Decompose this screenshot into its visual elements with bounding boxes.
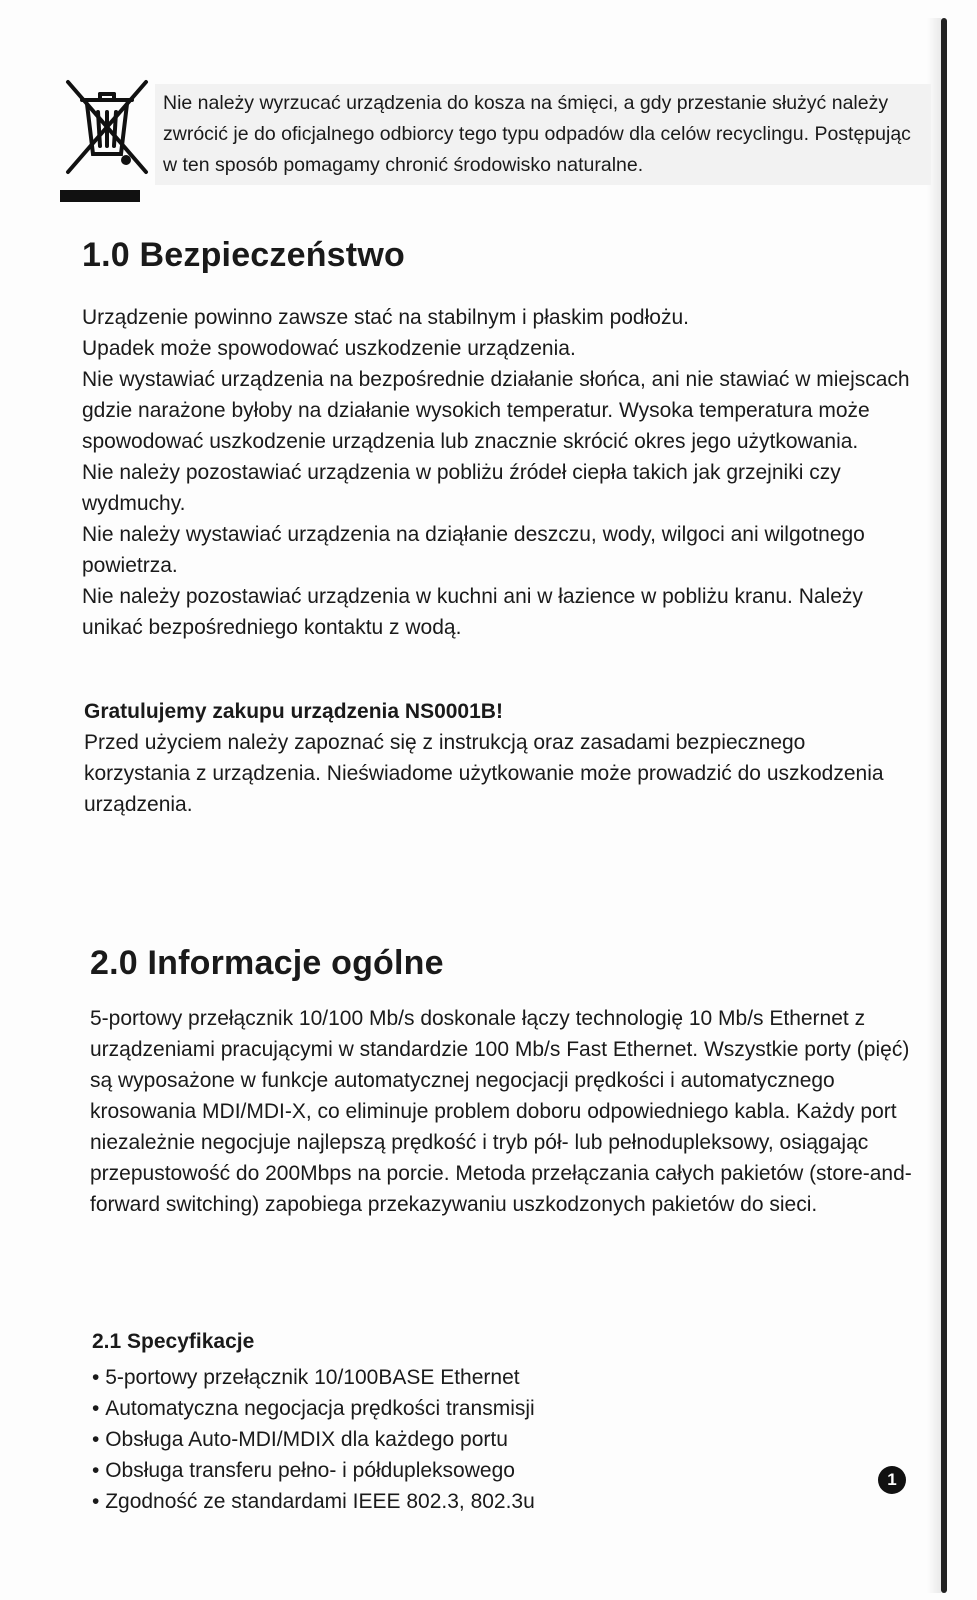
safety-line: Upadek może spowodować uszkodzenie urządzenia. [82,337,576,360]
general-info-text: 5-portowy przełącznik 10/100 Mb/s doskonale łączy technologię 10 Mb/s Ethernet z urządzeniami pracującymi w standardzie 100 Mb/s Fast Ethernet. Wszystkie porty (pięć) są wyposażone w funkcje automatycznej negocjacji prędkości i automatycznego krosowania MDI/MDI-X, co eliminuje problem doboru odpowiedniego kabla. Każdy port niezależnie negocjuje najlepszą prędkość i tryb pół- lub pełnodupleksowy, osiągając przepustowość do 200Mbps na porcie. Metoda przełączania całych pakietów (store-and-forward switching) zapobiega przekazywaniu uszkodzonych pakietów do sieci. [90,1007,912,1216]
crossed-out-bin-icon [60,72,150,212]
safety-line: Nie należy wystawiać urządzenia na dziąłanie deszczu, wody, wilgoci ani wilgotnego powietrza. [82,523,865,577]
disposal-notice: Nie należy wyrzucać urządzenia do kosza na śmięci, a gdy przestanie służyć należy zwrócić je do oficjalnego odbiorcy tego typu odpadów dla celów recyclingu. Postępując w ten sposób pomagamy chronić środowisko naturalne. [155,84,931,185]
congratulations-block [84,696,914,820]
binding-edge [941,18,947,1593]
spec-title: 2.1 Specyfikacje [92,1330,255,1353]
safety-line: Urządzenie powinno zawsze stać na stabilnym i płaskim podłożu. [82,306,689,329]
spec-item: • 5-portowy przełącznik 10/100BASE Ethernet [92,1362,535,1393]
section-title-general: 2.0 Informacje ogólne [90,944,444,982]
spec-list [92,1362,535,1517]
spec-item: • Obsługa Auto-MDI/MDIX dla każdego portu [92,1424,535,1455]
congratulations-title: Gratulujemy zakupu urządzenia NS0001B! [84,700,503,723]
spec-item: • Obsługa transferu pełno- i półdupleksowego [92,1455,535,1486]
safety-instructions [82,302,912,643]
safety-line: Nie wystawiać urządzenia na bezpośrednie działanie słońca, ani nie stawiać w miejscach gdzie narażone byłoby na działanie wysokich temperatur. Wysoka temperatura może spowodować uszkodzenie urządzenia lub znacznie skrócić okres jego użytkowania. [82,368,910,453]
section-title-safety: 1.0 Bezpieczeństwo [82,236,405,274]
congratulations-text: Przed użyciem należy zapoznać się z instrukcją oraz zasadami bezpiecznego korzystania z urządzenia. Nieświadome użytkowanie może prowadzić do uszkodzenia urządzenia. [84,731,884,816]
binding-shadow [927,18,941,1593]
page-number: 1 [878,1466,906,1494]
spec-item: • Automatyczna negocjacja prędkości transmisji [92,1393,535,1424]
spec-item: • Zgodność ze standardami IEEE 802.3, 802.3u [92,1486,535,1517]
safety-line: Nie należy pozostawiać urządzenia w kuchni ani w łazience w pobliżu kranu. Należy unikać bezpośredniego kontaktu z wodą. [82,585,863,639]
safety-line: Nie należy pozostawiać urządzenia w pobliżu źródeł ciepła takich jak grzejniki czy wydmuchy. [82,461,841,515]
